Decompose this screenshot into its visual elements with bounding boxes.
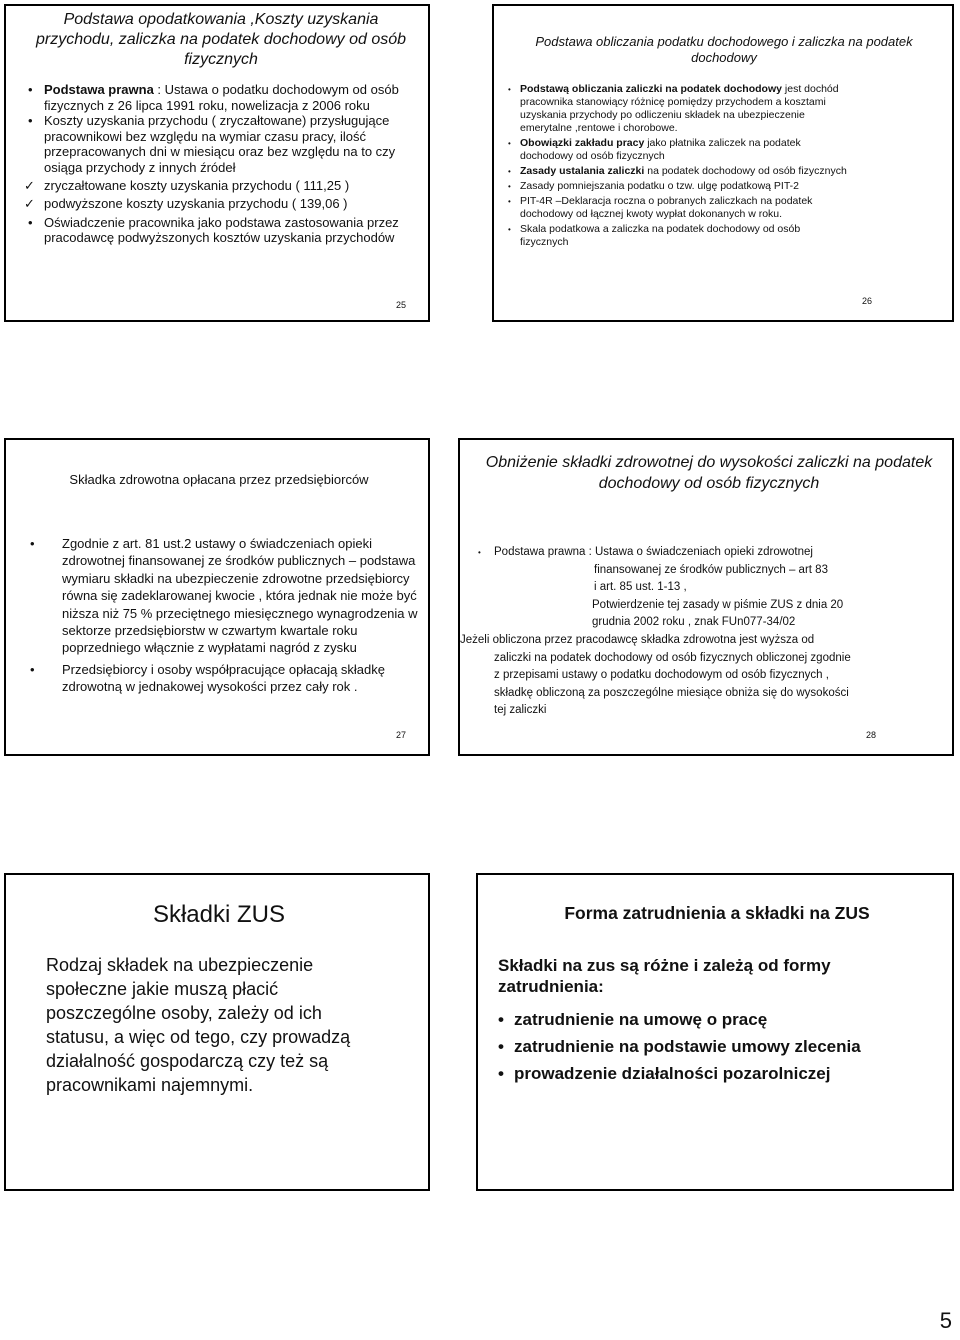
slide-27 xyxy=(4,438,430,756)
slide-title: Składka zdrowotna opłacana przez przedsiębiorców xyxy=(69,472,369,487)
slide-number: 28 xyxy=(866,730,877,740)
list-item: • Zasady ustalania zaliczki na podatek dochodowy od osób fizycznych xyxy=(508,165,847,177)
bullet-icon: • xyxy=(28,82,33,97)
slide-body xyxy=(460,544,956,720)
text-line: składkę obliczoną za poszczególne miesiące obniża się do wysokości xyxy=(494,686,849,699)
bullet-icon: • xyxy=(30,536,35,551)
lead-text: Składki na zus są różne i zależą od formy zatrudnienia: xyxy=(498,956,831,996)
slide-number: 26 xyxy=(861,296,872,306)
list-item: ✓ zryczałtowane koszty uzyskania przychodu ( 111,25 ) xyxy=(24,177,350,193)
list-item: ✓ podwyższone koszty uzyskania przychodu ( 139,06 ) xyxy=(24,196,348,212)
text-line: Potwierdzenie tej zasady w piśmie ZUS z dnia 20 xyxy=(592,598,844,611)
text-line: Jeżeli obliczona przez pracodawcę składka zdrowotna jest wyższa od xyxy=(460,633,815,646)
checkmark-icon: ✓ xyxy=(24,196,35,212)
list-item: • Podstawa prawna : Ustawa o podatku dochodowym od osób fizycznych z 26 lipca 1991 roku, nowelizacja z 2006 roku xyxy=(28,82,399,113)
slide-title: Obniżenie składki zdrowotnej do wysokości zaliczki na podatek dochodowy od osób fizycznych xyxy=(485,454,933,492)
bullet-icon: • xyxy=(508,139,511,148)
page-number: 5 xyxy=(939,1308,952,1333)
slide-29 xyxy=(4,873,430,1191)
bullet-icon: • xyxy=(508,197,511,206)
list-item: • Oświadczenie pracownika jako podstawa zastosowania przez pracodawcę podwyższonych kosztów uzyskania przychodów xyxy=(28,214,399,246)
bullet-list xyxy=(498,1009,918,1084)
slide-title: Składki ZUS xyxy=(152,901,286,928)
bullet-list xyxy=(28,535,420,696)
text-line: finansowanej ze środków publicznych – art 83 xyxy=(594,563,828,576)
bullet-icon: • xyxy=(28,113,33,129)
list-item: • Przedsiębiorcy i osoby współpracujące opłacają składkę zdrowotną w jednakowej wysokości przez cały rok . xyxy=(30,661,386,695)
slide-number: 27 xyxy=(396,730,407,740)
bullet-icon: • xyxy=(30,661,35,677)
bullet-icon: • xyxy=(28,214,33,230)
bullet-icon: • xyxy=(498,1037,504,1056)
slide-title: Forma zatrudnienia a składki na ZUS xyxy=(564,903,870,923)
bullet-icon: • xyxy=(508,182,511,191)
bullet-list xyxy=(24,82,418,246)
list-item: • Zasady pomniejszania podatku o tzw. ulgę podatkową PIT-2 xyxy=(508,180,799,192)
bullet-list xyxy=(508,83,848,249)
slide-title: Podstawa obliczania podatku dochodowego i zaliczka na podatek dochodowy xyxy=(535,34,913,65)
list-item: • zatrudnienie na podstawie umowy zlecenia xyxy=(498,1037,861,1056)
bullet-icon: • xyxy=(498,1064,504,1083)
bullet-icon: • xyxy=(478,548,481,557)
bullet-icon: • xyxy=(498,1010,504,1029)
list-item: • Koszty uzyskania przychodu ( zryczałtowane) przysługujące pracownikowi bez względu na wymiar czasu pracy, ilość przepracowanych dni w miesiącu oraz bez względu na to czy osiąga przychody z innych źródeł xyxy=(28,113,396,175)
slide-28 xyxy=(458,438,954,756)
bullet-icon: • xyxy=(508,225,511,234)
list-item: • Zgodnie z art. 81 ust.2 ustawy o świadczeniach opieki zdrowotnej finansowanej ze środków publicznych – podstawa wymiaru składki na ubezpieczenie zdrowotne przedsiębiorcy równa się zadeklarowanej kwocie , która jednak nie może być niższa niż 75 % przeciętnego miesięcznego wynagrodzenia w sektorze przedsiębiorstw w czwartym kwartale roku poprzedniego włącznie z wypłatami nagród z zysku xyxy=(30,536,418,656)
slide-25 xyxy=(4,4,430,322)
checkmark-icon: ✓ xyxy=(24,177,35,193)
slide-title: Podstawa opodatkowania ,Koszty uzyskania przychodu, zaliczka na podatek dochodowy od osób fizycznych xyxy=(36,11,407,68)
text-line: i art. 85 ust. 1-13 , xyxy=(594,581,687,594)
list-item: • prowadzenie działalności pozarolniczej xyxy=(498,1064,831,1083)
list-item: • Skala podatkowa a zaliczka na podatek dochodowy od osób fizycznych xyxy=(508,223,801,248)
slide-number: 25 xyxy=(395,300,406,310)
list-item: • PIT-4R –Deklaracja roczna o pobranych zaliczkach na podatek dochodowy od łącznej kwoty wypłat dokonanych w roku. xyxy=(508,195,813,220)
text-line: z przepisami ustawy o podatku dochodowym od osób fizycznych , xyxy=(494,669,829,682)
list-item: • Podstawą obliczania zaliczki na podatek dochodowy jest dochód pracownika stanowiący różnicę pomiędzy przychodem a kosztami uzyskania przychody po odliczeniu składek na ubezpieczenie emerytalne ,rentowe i chorobowe. xyxy=(508,83,839,134)
list-item: • Podstawa prawna : Ustawa o świadczeniach opieki zdrowotnej xyxy=(460,544,956,562)
bullet-icon: • xyxy=(508,167,511,176)
slide-26 xyxy=(492,4,954,322)
text-line: grudnia 2002 roku , znak FUn077-34/02 xyxy=(592,616,796,629)
list-item: • zatrudnienie na umowę o pracę xyxy=(498,1010,768,1029)
text-line: zaliczki na podatek dochodowy od osób fizycznych obliczonej zgodnie xyxy=(494,651,851,664)
text-line: tej zaliczki xyxy=(494,704,547,717)
slide-body xyxy=(498,955,918,1084)
slide-body: Rodzaj składek na ubezpieczenie społeczne jakie muszą płacić poszczególne osoby, zależy od ich statusu, a więc od tego, czy prowadzą działalność gospodarczą czy też są pracownikami najemnymi. xyxy=(46,955,351,1095)
slide-30 xyxy=(476,873,954,1191)
list-item: • Obowiązki zakładu pracy jako płatnika zaliczek na podatek dochodowy od osób fizycznych xyxy=(508,137,801,162)
bullet-icon: • xyxy=(508,85,511,94)
